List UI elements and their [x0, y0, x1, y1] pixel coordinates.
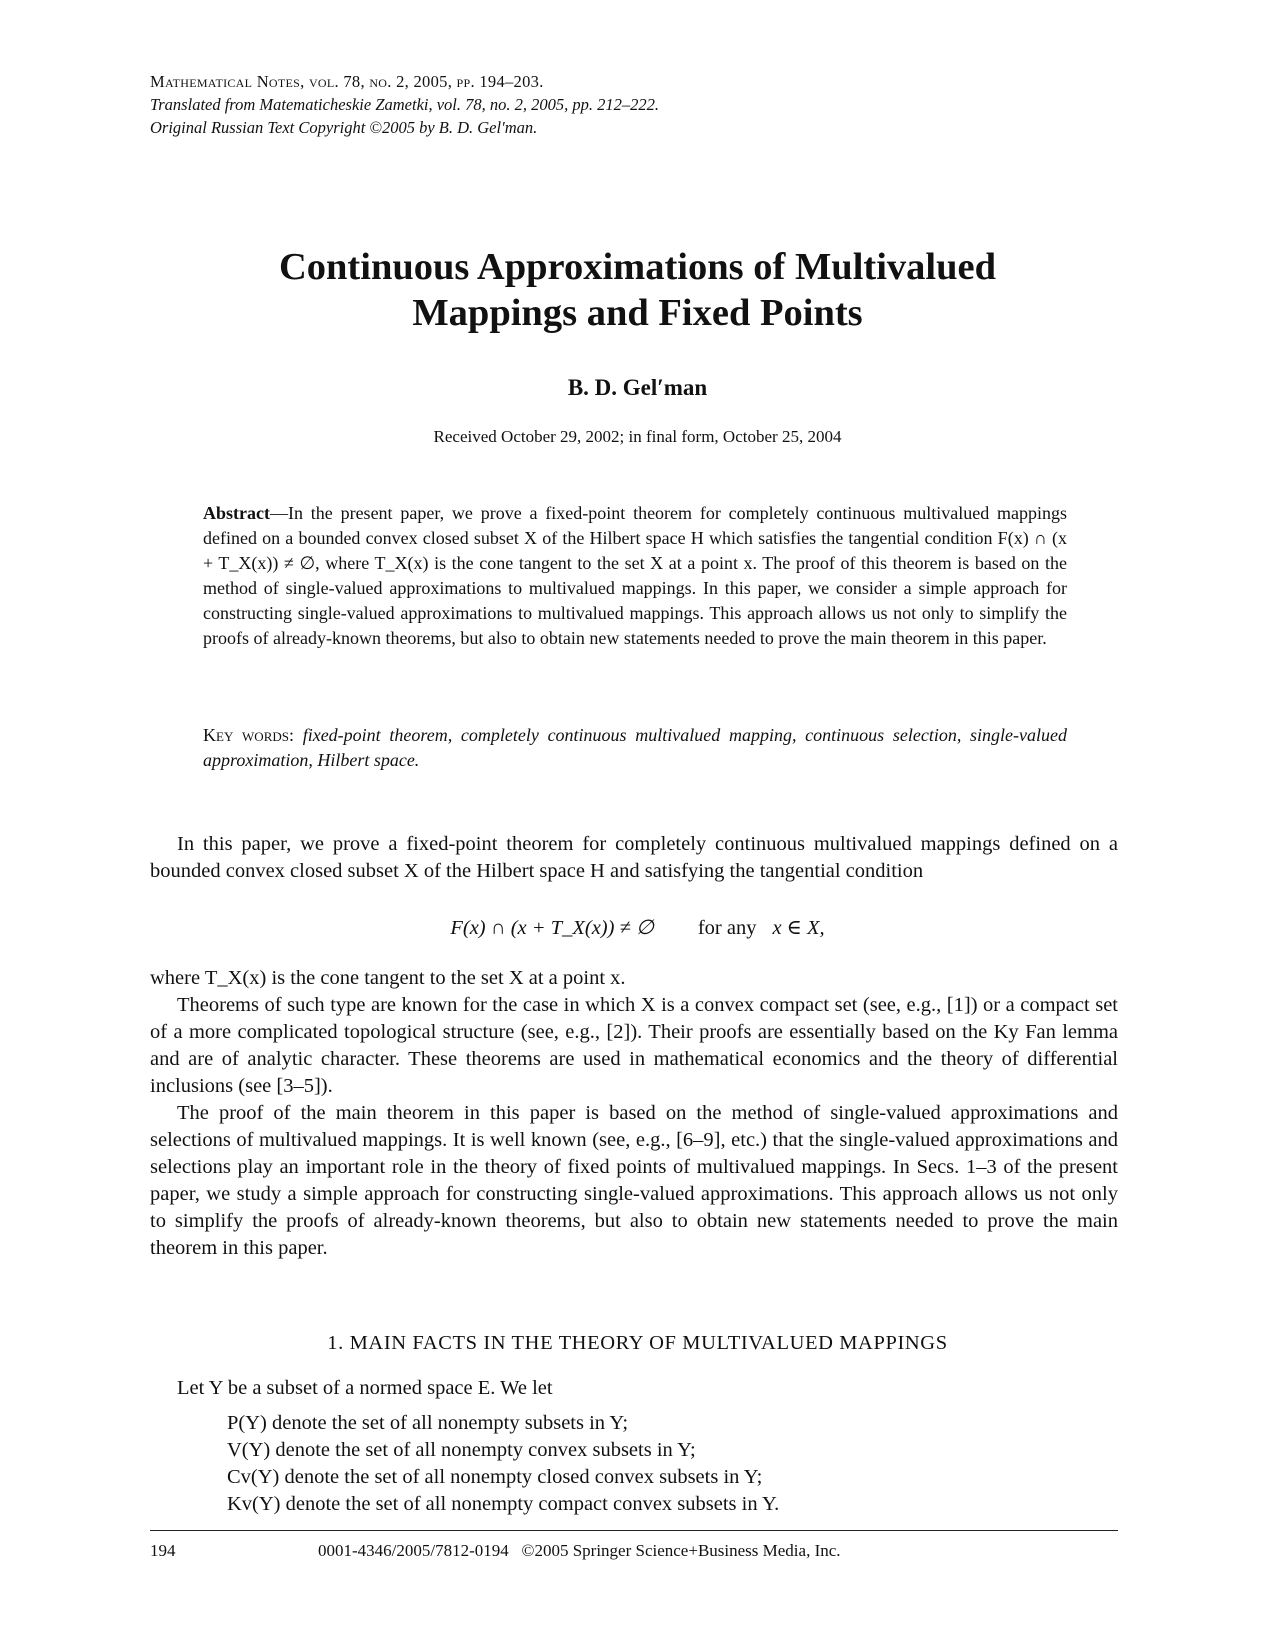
formula-condition: for any — [697, 917, 757, 939]
section-intro: Let Y be a subset of a normed space E. We let — [177, 1377, 553, 1399]
author-name: B. D. Gel′man — [567, 375, 708, 400]
journal-header — [150, 70, 659, 139]
translation-note: Translated from Matematicheskie Zametki, vol. 78, no. 2, 2005, pp. 212–222. — [150, 95, 660, 114]
footer-divider — [150, 1530, 1118, 1531]
formula-rhs: x ∈ X, — [772, 917, 825, 939]
publisher-copyright: ©2005 Springer Science+Business Media, Inc. — [521, 1541, 841, 1560]
copyright-note: Original Russian Text Copyright ©2005 by B. D. Gel′man. — [150, 118, 538, 137]
intro-body — [150, 965, 1118, 1262]
journal-citation: Mathematical Notes, vol. 78, no. 2, 2005, pp. 194–203. — [150, 72, 544, 91]
definition-item: Kv(Y) denote the set of all nonempty compact convex subsets in Y. — [227, 1493, 780, 1515]
definition-item: Cv(Y) denote the set of all nonempty closed convex subsets in Y; — [227, 1466, 763, 1488]
footer-info — [318, 1541, 841, 1561]
issn-code: 0001-4346/2005/7812-0194 — [318, 1541, 509, 1560]
intro-paragraph-2: Theorems of such type are known for the case in which X is a convex compact set (see, e.g., [1]) or a compact set of a more complicated topological structure (see, e.g., [2]). Their proofs are essentially based on the Ky Fan lemma and are of analytic character. These theorems are used in mathematical economics and the theory of differential inclusions (see [3–5]). — [150, 994, 1118, 1097]
paper-title — [0, 244, 1275, 336]
abstract-label: Abstract — [203, 503, 270, 523]
title-line-2: Mappings and Fixed Points — [412, 292, 863, 334]
keywords-label: Key words: — [203, 725, 294, 745]
abstract — [203, 501, 1067, 651]
keywords-text: fixed-point theorem, completely continuous multivalued mapping, continuous selection, single-valued approximation, Hilbert space. — [203, 725, 1068, 770]
page-number: 194 — [150, 1541, 176, 1560]
intro-paragraph-3: The proof of the main theorem in this paper is based on the method of single-valued approximations and selections of multivalued mappings. It is well known (see, e.g., [6–9], etc.) that the single-valued approximations and selections play an important role in the theory of fixed points of multivalued mappings. In Secs. 1–3 of the present paper, we study a simple approach for constructing single-valued approximations. This approach allows us not only to simplify the proofs of already-known theorems, but also to obtain new statements needed to prove the main theorem in this paper. — [150, 1102, 1118, 1259]
keywords — [203, 723, 1067, 773]
title-line-1: Continuous Approximations of Multivalued — [278, 246, 997, 288]
display-formula — [0, 915, 1275, 940]
received-date: Received October 29, 2002; in final form, October 25, 2004 — [433, 427, 842, 446]
abstract-text: —In the present paper, we prove a fixed-point theorem for completely continuous multivalued mappings defined on a bounded convex closed subset X of the Hilbert space H which satisfies the tangential condition F(x) ∩ (x + T_X(x)) ≠ ∅, where T_X(x) is the cone tangent to the set X at a point x. The proof of this theorem is based on the method of single-valued approximations to multivalued mappings. In this paper, we consider a simple approach for constructing single-valued approximations to multivalued mappings. This approach allows us not only to simplify the proofs of already-known theorems, but also to obtain new statements needed to prove the main theorem in this paper. — [203, 503, 1067, 648]
definition-item: V(Y) denote the set of all nonempty convex subsets in Y; — [227, 1439, 696, 1461]
formula-lhs: F(x) ∩ (x + T_X(x)) ≠ ∅ — [450, 917, 654, 939]
section-heading: 1. MAIN FACTS IN THE THEORY OF MULTIVALUED MAPPINGS — [327, 1332, 948, 1354]
definition-item: P(Y) denote the set of all nonempty subsets in Y; — [227, 1412, 629, 1434]
definitions-list — [227, 1410, 779, 1518]
intro-paragraph-1: In this paper, we prove a fixed-point theorem for completely continuous multivalued mappings defined on a bounded convex closed subset X of the Hilbert space H and satisfying the tangential condition — [150, 833, 1118, 882]
after-formula-text: where T_X(x) is the cone tangent to the set X at a point x. — [150, 967, 626, 989]
